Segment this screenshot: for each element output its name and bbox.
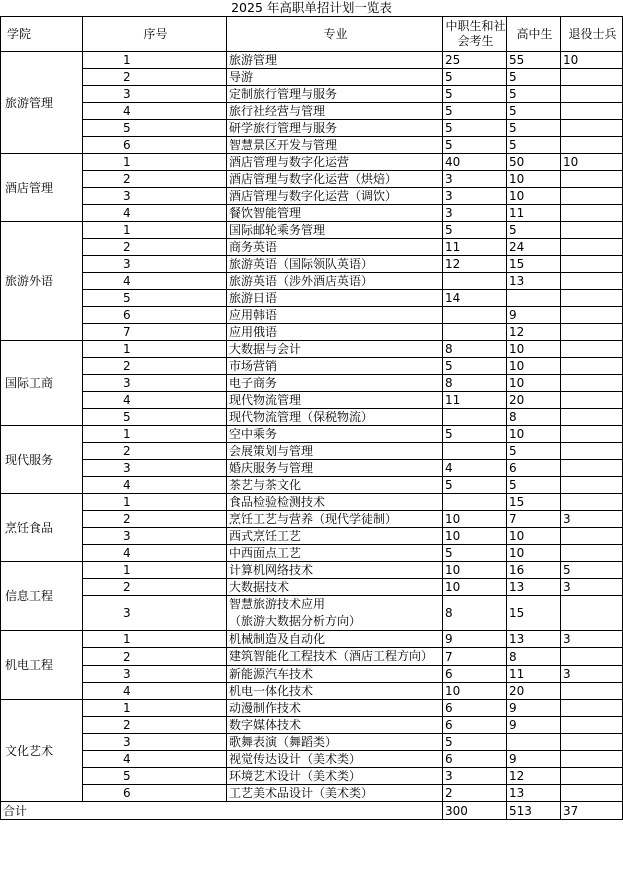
table-row xyxy=(1,648,623,666)
veteran-count xyxy=(561,171,623,188)
veteran-count xyxy=(561,545,623,562)
vocational-social-count: 5 xyxy=(443,69,507,86)
high-school-count xyxy=(507,734,561,751)
major-name: 机械制造及自动化 xyxy=(227,631,443,648)
veteran-count xyxy=(561,188,623,205)
vocational-social-count: 3 xyxy=(443,188,507,205)
table-row xyxy=(1,154,623,171)
vocational-social-count: 11 xyxy=(443,392,507,409)
vocational-social-count: 9 xyxy=(443,631,507,648)
high-school-count: 10 xyxy=(507,188,561,205)
major-name: 市场营销 xyxy=(227,358,443,375)
table-row xyxy=(1,460,623,477)
school-name: 国际工商 xyxy=(1,341,83,426)
row-number: 4 xyxy=(83,477,227,494)
row-number: 4 xyxy=(83,103,227,120)
vocational-social-count: 10 xyxy=(443,579,507,596)
vocational-social-count: 5 xyxy=(443,358,507,375)
vocational-social-count: 5 xyxy=(443,545,507,562)
header-veterans: 退役士兵 xyxy=(561,17,623,52)
row-number: 1 xyxy=(83,52,227,69)
veteran-count xyxy=(561,358,623,375)
high-school-count: 13 xyxy=(507,785,561,802)
veteran-count xyxy=(561,341,623,358)
table-row xyxy=(1,69,623,86)
major-name: 烹饪工艺与营养（现代学徒制） xyxy=(227,511,443,528)
table-row xyxy=(1,596,623,631)
high-school-count: 6 xyxy=(507,460,561,477)
vocational-social-count: 3 xyxy=(443,171,507,188)
veteran-count xyxy=(561,426,623,443)
veteran-count xyxy=(561,392,623,409)
table-row xyxy=(1,375,623,392)
veteran-count xyxy=(561,86,623,103)
vocational-social-count: 5 xyxy=(443,137,507,154)
major-name: 餐饮智能管理 xyxy=(227,205,443,222)
row-number: 1 xyxy=(83,154,227,171)
table-row xyxy=(1,751,623,768)
major-name: 动漫制作技术 xyxy=(227,700,443,717)
high-school-count: 5 xyxy=(507,137,561,154)
high-school-count: 20 xyxy=(507,683,561,700)
high-school-count: 13 xyxy=(507,631,561,648)
header-major: 专业 xyxy=(227,17,443,52)
row-number: 1 xyxy=(83,222,227,239)
vocational-social-count: 40 xyxy=(443,154,507,171)
vocational-social-count: 6 xyxy=(443,717,507,734)
row-number: 2 xyxy=(83,69,227,86)
school-name: 旅游管理 xyxy=(1,52,83,154)
row-number: 1 xyxy=(83,700,227,717)
major-name: 食品检验检测技术 xyxy=(227,494,443,511)
high-school-count: 8 xyxy=(507,648,561,666)
vocational-social-count xyxy=(443,443,507,460)
table-row xyxy=(1,205,623,222)
school-name: 旅游外语 xyxy=(1,222,83,341)
high-school-count: 5 xyxy=(507,69,561,86)
table-row xyxy=(1,137,623,154)
vocational-social-count: 3 xyxy=(443,205,507,222)
row-number: 4 xyxy=(83,273,227,290)
high-school-count: 10 xyxy=(507,528,561,545)
veteran-count xyxy=(561,409,623,426)
major-name: 西式烹饪工艺 xyxy=(227,528,443,545)
table-body xyxy=(1,52,623,802)
total-veterans: 37 xyxy=(561,802,623,820)
header-school: 学院 xyxy=(1,17,83,52)
major-name: 旅游管理 xyxy=(227,52,443,69)
school-name: 信息工程 xyxy=(1,562,83,631)
high-school-count: 15 xyxy=(507,494,561,511)
high-school-count: 5 xyxy=(507,443,561,460)
vocational-social-count: 5 xyxy=(443,86,507,103)
row-number: 4 xyxy=(83,392,227,409)
high-school-count: 15 xyxy=(507,256,561,273)
vocational-social-count: 12 xyxy=(443,256,507,273)
high-school-count: 10 xyxy=(507,375,561,392)
high-school-count: 55 xyxy=(507,52,561,69)
table-row xyxy=(1,358,623,375)
table-row xyxy=(1,579,623,596)
row-number: 1 xyxy=(83,562,227,579)
row-number: 5 xyxy=(83,409,227,426)
table-row xyxy=(1,103,623,120)
major-name: 旅游英语（国际领队英语） xyxy=(227,256,443,273)
high-school-count: 50 xyxy=(507,154,561,171)
veteran-count xyxy=(561,120,623,137)
row-number: 5 xyxy=(83,290,227,307)
table-row xyxy=(1,120,623,137)
header-number: 序号 xyxy=(83,17,227,52)
veteran-count xyxy=(561,205,623,222)
veteran-count xyxy=(561,222,623,239)
row-number: 3 xyxy=(83,596,227,631)
vocational-social-count: 6 xyxy=(443,666,507,683)
row-number: 6 xyxy=(83,137,227,154)
high-school-count: 10 xyxy=(507,426,561,443)
veteran-count xyxy=(561,785,623,802)
row-number: 6 xyxy=(83,307,227,324)
row-number: 4 xyxy=(83,205,227,222)
vocational-social-count: 2 xyxy=(443,785,507,802)
row-number: 2 xyxy=(83,717,227,734)
major-name: 计算机网络技术 xyxy=(227,562,443,579)
vocational-social-count: 5 xyxy=(443,734,507,751)
major-name: 应用俄语 xyxy=(227,324,443,341)
table-row xyxy=(1,666,623,683)
vocational-social-count: 5 xyxy=(443,103,507,120)
major-name: 大数据技术 xyxy=(227,579,443,596)
veteran-count xyxy=(561,460,623,477)
row-number: 3 xyxy=(83,188,227,205)
major-name: 数字媒体技术 xyxy=(227,717,443,734)
row-number: 2 xyxy=(83,648,227,666)
row-number: 3 xyxy=(83,86,227,103)
table-row xyxy=(1,52,623,69)
table-row xyxy=(1,528,623,545)
vocational-social-count: 5 xyxy=(443,222,507,239)
row-number: 3 xyxy=(83,666,227,683)
table-row xyxy=(1,443,623,460)
row-number: 5 xyxy=(83,768,227,785)
vocational-social-count: 5 xyxy=(443,120,507,137)
major-name: 现代物流管理 xyxy=(227,392,443,409)
vocational-social-count: 10 xyxy=(443,683,507,700)
high-school-count: 15 xyxy=(507,596,561,631)
major-name: 婚庆服务与管理 xyxy=(227,460,443,477)
veteran-count xyxy=(561,137,623,154)
high-school-count: 16 xyxy=(507,562,561,579)
veteran-count: 3 xyxy=(561,579,623,596)
veteran-count xyxy=(561,477,623,494)
row-number: 4 xyxy=(83,683,227,700)
row-number: 1 xyxy=(83,426,227,443)
major-name: 机电一体化技术 xyxy=(227,683,443,700)
high-school-count: 5 xyxy=(507,86,561,103)
veteran-count xyxy=(561,648,623,666)
vocational-social-count: 8 xyxy=(443,375,507,392)
vocational-social-count xyxy=(443,273,507,290)
row-number: 2 xyxy=(83,358,227,375)
table-row xyxy=(1,734,623,751)
row-number: 3 xyxy=(83,375,227,392)
high-school-count: 10 xyxy=(507,341,561,358)
high-school-count: 5 xyxy=(507,120,561,137)
veteran-count xyxy=(561,700,623,717)
table-row xyxy=(1,341,623,358)
row-number: 2 xyxy=(83,443,227,460)
vocational-social-count: 14 xyxy=(443,290,507,307)
veteran-count xyxy=(561,239,623,256)
vocational-social-count: 10 xyxy=(443,511,507,528)
school-name: 现代服务 xyxy=(1,426,83,494)
veteran-count xyxy=(561,290,623,307)
major-name: 中西面点工艺 xyxy=(227,545,443,562)
row-number: 6 xyxy=(83,785,227,802)
major-name: 电子商务 xyxy=(227,375,443,392)
vocational-social-count: 5 xyxy=(443,426,507,443)
high-school-count: 10 xyxy=(507,171,561,188)
veteran-count xyxy=(561,69,623,86)
vocational-social-count: 5 xyxy=(443,477,507,494)
major-name: 国际邮轮乘务管理 xyxy=(227,222,443,239)
veteran-count xyxy=(561,751,623,768)
veteran-count xyxy=(561,528,623,545)
veteran-count: 3 xyxy=(561,666,623,683)
row-number: 1 xyxy=(83,341,227,358)
school-name: 烹饪食品 xyxy=(1,494,83,562)
vocational-social-count: 8 xyxy=(443,341,507,358)
row-number: 3 xyxy=(83,256,227,273)
high-school-count: 11 xyxy=(507,666,561,683)
major-name: 酒店管理与数字化运营（调饮） xyxy=(227,188,443,205)
row-number: 3 xyxy=(83,528,227,545)
vocational-social-count xyxy=(443,494,507,511)
table-row xyxy=(1,86,623,103)
school-name: 机电工程 xyxy=(1,631,83,700)
total-row xyxy=(1,802,623,820)
veteran-count xyxy=(561,375,623,392)
major-name: 环境艺术设计（美术类） xyxy=(227,768,443,785)
veteran-count xyxy=(561,307,623,324)
major-name: 会展策划与管理 xyxy=(227,443,443,460)
veteran-count xyxy=(561,103,623,120)
table-row xyxy=(1,222,623,239)
major-name: 导游 xyxy=(227,69,443,86)
row-number: 7 xyxy=(83,324,227,341)
vocational-social-count: 3 xyxy=(443,768,507,785)
high-school-count: 9 xyxy=(507,700,561,717)
major-name: 商务英语 xyxy=(227,239,443,256)
major-name: 研学旅行管理与服务 xyxy=(227,120,443,137)
major-name: 歌舞表演（舞蹈类） xyxy=(227,734,443,751)
table-row xyxy=(1,409,623,426)
veteran-count xyxy=(561,683,623,700)
total-vocational-social: 300 xyxy=(443,802,507,820)
table-row xyxy=(1,562,623,579)
high-school-count: 5 xyxy=(507,222,561,239)
total-label: 合计 xyxy=(1,802,443,820)
high-school-count: 10 xyxy=(507,545,561,562)
veteran-count xyxy=(561,324,623,341)
veteran-count: 10 xyxy=(561,52,623,69)
high-school-count: 7 xyxy=(507,511,561,528)
school-name: 文化艺术 xyxy=(1,700,83,802)
table-row xyxy=(1,511,623,528)
table-row xyxy=(1,683,623,700)
row-number: 3 xyxy=(83,734,227,751)
row-number: 2 xyxy=(83,579,227,596)
row-number: 2 xyxy=(83,511,227,528)
high-school-count: 20 xyxy=(507,392,561,409)
veteran-count: 3 xyxy=(561,511,623,528)
table-row xyxy=(1,768,623,785)
table-title: 2025 年高职单招计划一览表 xyxy=(231,0,392,15)
high-school-count: 8 xyxy=(507,409,561,426)
table-row xyxy=(1,426,623,443)
table-row xyxy=(1,273,623,290)
vocational-social-count xyxy=(443,409,507,426)
row-number: 4 xyxy=(83,751,227,768)
high-school-count: 13 xyxy=(507,273,561,290)
table-row xyxy=(1,171,623,188)
major-name: 定制旅行管理与服务 xyxy=(227,86,443,103)
vocational-social-count xyxy=(443,324,507,341)
row-number: 4 xyxy=(83,545,227,562)
major-name: 旅行社经营与管理 xyxy=(227,103,443,120)
major-name: 茶艺与茶文化 xyxy=(227,477,443,494)
vocational-social-count: 10 xyxy=(443,528,507,545)
veteran-count xyxy=(561,494,623,511)
high-school-count: 13 xyxy=(507,579,561,596)
table-row xyxy=(1,290,623,307)
vocational-social-count: 11 xyxy=(443,239,507,256)
row-number: 3 xyxy=(83,460,227,477)
table-row xyxy=(1,239,623,256)
vocational-social-count: 10 xyxy=(443,562,507,579)
row-number: 5 xyxy=(83,120,227,137)
high-school-count: 9 xyxy=(507,307,561,324)
veteran-count xyxy=(561,596,623,631)
vocational-social-count: 8 xyxy=(443,596,507,631)
row-number: 2 xyxy=(83,239,227,256)
row-number: 1 xyxy=(83,494,227,511)
major-name: 新能源汽车技术 xyxy=(227,666,443,683)
major-name: 工艺美术品设计（美术类） xyxy=(227,785,443,802)
total-high-school: 513 xyxy=(507,802,561,820)
major-name: 酒店管理与数字化运营 xyxy=(227,154,443,171)
veteran-count xyxy=(561,273,623,290)
major-name: 旅游日语 xyxy=(227,290,443,307)
high-school-count: 12 xyxy=(507,768,561,785)
vocational-social-count: 6 xyxy=(443,700,507,717)
vocational-social-count xyxy=(443,307,507,324)
table-row xyxy=(1,717,623,734)
major-name: 智慧旅游技术应用 （旅游大数据分析方向） xyxy=(227,596,443,631)
veteran-count xyxy=(561,717,623,734)
table-row xyxy=(1,307,623,324)
high-school-count: 9 xyxy=(507,751,561,768)
major-name: 现代物流管理（保税物流） xyxy=(227,409,443,426)
vocational-social-count: 6 xyxy=(443,751,507,768)
high-school-count: 11 xyxy=(507,205,561,222)
high-school-count: 24 xyxy=(507,239,561,256)
vocational-social-count: 25 xyxy=(443,52,507,69)
high-school-count: 12 xyxy=(507,324,561,341)
table-row xyxy=(1,700,623,717)
veteran-count xyxy=(561,256,623,273)
vocational-social-count: 4 xyxy=(443,460,507,477)
veteran-count xyxy=(561,768,623,785)
veteran-count: 5 xyxy=(561,562,623,579)
high-school-count: 5 xyxy=(507,103,561,120)
school-name: 酒店管理 xyxy=(1,154,83,222)
header-vocational-social: 中职生和社会考生 xyxy=(443,17,507,52)
high-school-count xyxy=(507,290,561,307)
header-row xyxy=(1,17,623,52)
major-name: 建筑智能化工程技术（酒店工程方向） xyxy=(227,648,443,666)
major-name: 大数据与会计 xyxy=(227,341,443,358)
veteran-count: 3 xyxy=(561,631,623,648)
header-high-school: 高中生 xyxy=(507,17,561,52)
major-name: 应用韩语 xyxy=(227,307,443,324)
table-row xyxy=(1,324,623,341)
major-name: 视觉传达设计（美术类） xyxy=(227,751,443,768)
veteran-count: 10 xyxy=(561,154,623,171)
row-number: 2 xyxy=(83,171,227,188)
table-row xyxy=(1,631,623,648)
high-school-count: 10 xyxy=(507,358,561,375)
major-name: 智慧景区开发与管理 xyxy=(227,137,443,154)
high-school-count: 9 xyxy=(507,717,561,734)
major-name: 空中乘务 xyxy=(227,426,443,443)
major-name: 酒店管理与数字化运营（烘焙） xyxy=(227,171,443,188)
table-row xyxy=(1,785,623,802)
table-row xyxy=(1,188,623,205)
table-row xyxy=(1,494,623,511)
table-row xyxy=(1,545,623,562)
veteran-count xyxy=(561,443,623,460)
major-name: 旅游英语（涉外酒店英语） xyxy=(227,273,443,290)
high-school-count: 5 xyxy=(507,477,561,494)
vocational-social-count: 7 xyxy=(443,648,507,666)
table-row xyxy=(1,256,623,273)
row-number: 1 xyxy=(83,631,227,648)
table-row xyxy=(1,477,623,494)
table-row xyxy=(1,392,623,409)
veteran-count xyxy=(561,734,623,751)
